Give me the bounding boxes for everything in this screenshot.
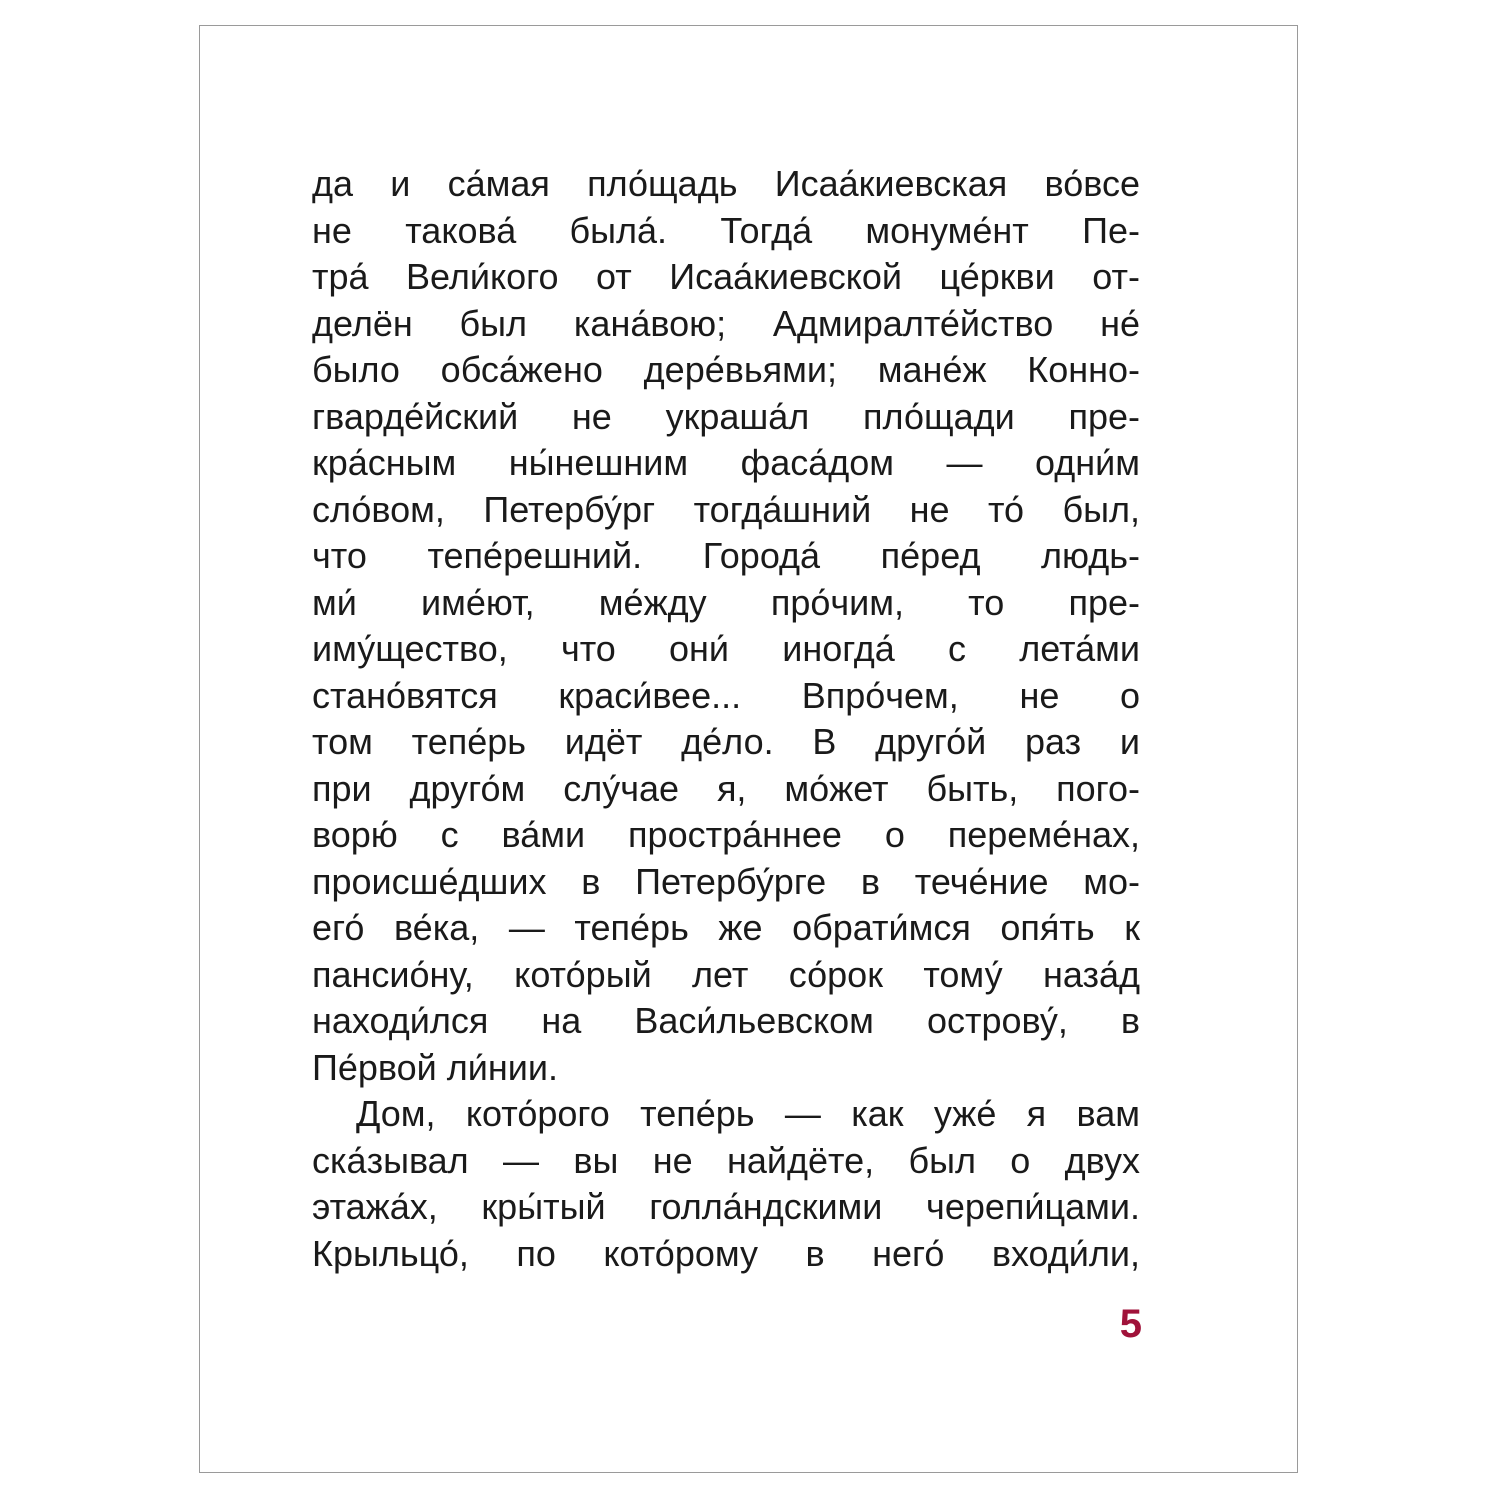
body-text bbox=[312, 161, 1140, 1277]
text-line: делён был кана́вою; Адмиралте́йство не́ bbox=[312, 302, 1140, 344]
text-line: было обса́жено дере́вьями; мане́ж Конно- bbox=[312, 349, 1140, 390]
text-line: стано́вятся краси́вее... Впро́чем, не о bbox=[312, 674, 1140, 716]
text-line: кра́сным ны́нешним фаса́дом — одни́м bbox=[312, 442, 1140, 483]
text-line: сло́вом, Петербу́рг тогда́шний не то́ был, bbox=[312, 488, 1140, 530]
text-line: находи́лся на Васи́льевском острову́, в bbox=[312, 1000, 1140, 1041]
text-line: происше́дших в Петербу́рге в тече́ние мо- bbox=[312, 860, 1140, 902]
text-line: Дом, кото́рого тепе́рь — как уже́ я вам bbox=[356, 1093, 1140, 1134]
text-line: гварде́йский не украша́л пло́щади пре- bbox=[312, 395, 1140, 437]
text-line: его́ ве́ка, — тепе́рь же обрати́мся опя́ть к bbox=[312, 907, 1140, 948]
text-line: Пе́рвой ли́нии. bbox=[312, 1046, 558, 1088]
text-line: этажа́х, кры́тый голла́ндскими черепи́цами. bbox=[312, 1186, 1140, 1227]
page-number: 5 bbox=[1119, 1302, 1142, 1346]
text-line: ворю́ с ва́ми простра́ннее о переме́нах, bbox=[312, 814, 1140, 855]
text-line: ми́ име́ют, ме́жду про́чим, то пре- bbox=[312, 581, 1140, 623]
text-line: да и са́мая пло́щадь Исаа́киевская во́все bbox=[312, 163, 1140, 204]
text-line: иму́щество, что они́ иногда́ с лета́ми bbox=[312, 628, 1140, 669]
text-line: при друго́м слу́чае я, мо́жет быть, пого- bbox=[312, 767, 1140, 809]
text-line: что тепе́решний. Города́ пе́ред людь- bbox=[312, 535, 1140, 576]
text-line: пансио́ну, кото́рый лет со́рок тому́ наза́д bbox=[312, 953, 1140, 995]
text-line: ска́зывал — вы не найдёте, был о двух bbox=[312, 1139, 1140, 1181]
text-line: том тепе́рь идёт де́ло. В друго́й раз и bbox=[312, 721, 1140, 762]
text-line: тра́ Вели́кого от Исаа́киевской це́ркви от- bbox=[312, 256, 1140, 297]
text-line: Крыльцо́, по кото́рому в него́ входи́ли, bbox=[312, 1232, 1140, 1274]
text-line: не такова́ была́. Тогда́ монуме́нт Пе- bbox=[312, 209, 1140, 251]
